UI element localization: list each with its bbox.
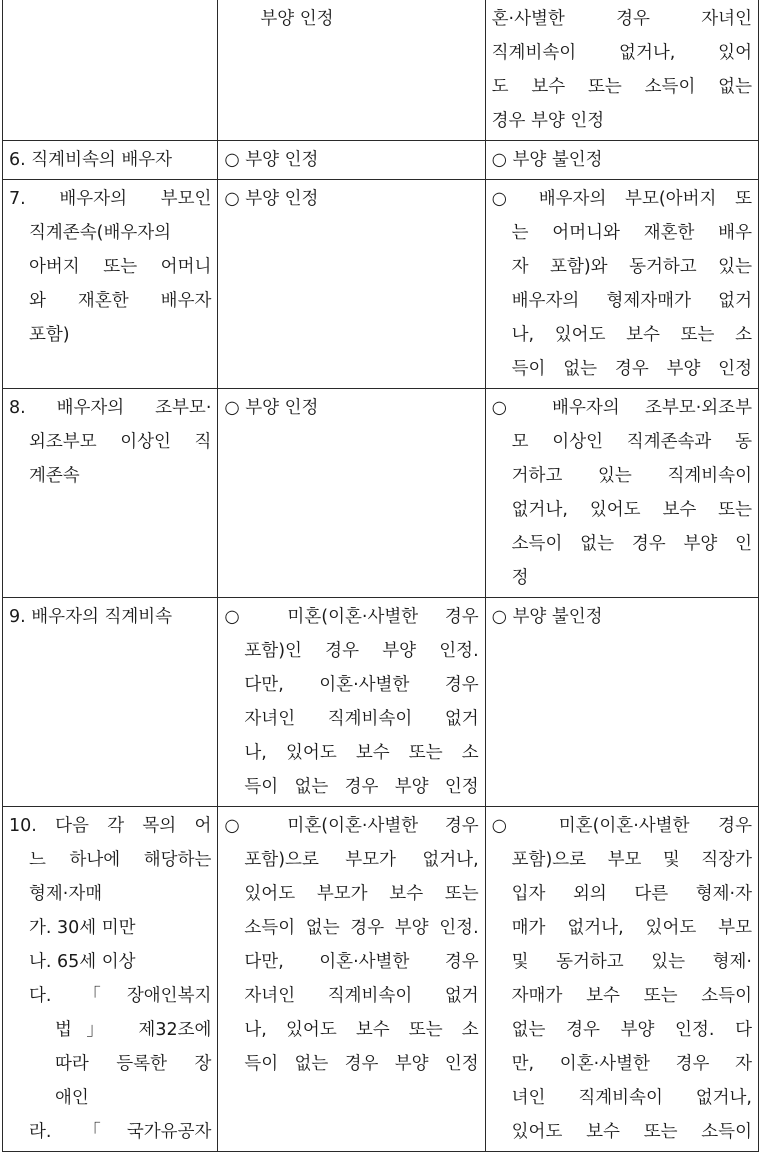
cell-line: 자녀인 직계비속이 없거 <box>244 709 479 729</box>
cell-line: 포함)으로 부모가 없거나, <box>244 850 479 870</box>
cell-line: 득이 없는 경우 부양 인정 <box>511 359 752 379</box>
cell-line: 직계존속(배우자의 <box>29 223 172 243</box>
cell-line: 포함) <box>29 325 70 345</box>
cell-line: 나, 있어도 보수 또는 소 <box>244 1020 479 1040</box>
cell-line: ○ 미혼(이혼·사별한 경우 <box>224 816 479 836</box>
cell-line: 라. 「국가유공자 <box>29 1122 212 1142</box>
cell-line: ○ 부양 인정 <box>224 150 319 170</box>
cell-line: 배우자의 형제자매가 없거 <box>511 291 752 311</box>
criteria-a-cell <box>218 141 485 180</box>
cell-line: 다만, 이혼·사별한 경우 <box>244 952 479 972</box>
cell-line: 는 어머니와 재혼한 배우 <box>511 223 752 243</box>
cell-line: 애인 <box>55 1088 89 1108</box>
cell-line: 없거나, 있어도 보수 또는 <box>511 500 752 520</box>
category-cell <box>3 389 218 598</box>
cell-line: 9. 배우자의 직계비속 <box>9 607 173 627</box>
cell-line: ○ 미혼(이혼·사별한 경우 <box>491 816 752 836</box>
cell-line: 나, 있어도 보수 또는 소 <box>511 325 752 345</box>
cell-line: 없는 경우 부양 인정. 다 <box>511 1020 752 1040</box>
category-cell <box>3 141 218 180</box>
cell-line: 나. 65세 이상 <box>29 952 136 972</box>
cell-line: 법」 제32조에 <box>55 1020 212 1040</box>
cell-line: 아버지 또는 어머니 <box>29 257 212 277</box>
cell-line: 7. 배우자의 부모인 <box>9 189 212 209</box>
cell-line: 만, 이혼·사별한 경우 자 <box>511 1054 752 1074</box>
criteria-a-cell <box>218 807 485 1152</box>
cell-line: 느 하나에 해당하는 <box>29 850 212 870</box>
category-cell <box>3 807 218 1152</box>
table-row <box>3 141 759 180</box>
cell-line: 모 이상인 직계존속과 동 <box>511 432 752 452</box>
cell-line: 있어도 보수 또는 소득이 <box>511 1122 752 1142</box>
criteria-a-cell <box>218 389 485 598</box>
cell-line: 혼·사별한 경우 자녀인 <box>491 9 752 29</box>
cell-line: 직계비속이 없거나, 있어 <box>491 43 752 63</box>
table-row <box>3 180 759 389</box>
cell-line: ○ 배우자의 조부모·외조부 <box>491 398 752 418</box>
cell-line: ○ 부양 인정 <box>224 398 319 418</box>
cell-line: 와 재혼한 배우자 <box>29 291 212 311</box>
cell-line: 득이 없는 경우 부양 인정 <box>244 1054 479 1074</box>
cell-line: ○ 미혼(이혼·사별한 경우 <box>224 607 479 627</box>
cell-line: 경우 부양 인정 <box>491 111 605 131</box>
criteria-b-cell <box>485 180 758 389</box>
cell-line: 있어도 부모가 보수 또는 <box>244 884 479 904</box>
criteria-a-cell <box>218 0 485 141</box>
category-cell <box>3 598 218 807</box>
cell-line: ○ 부양 인정 <box>224 189 319 209</box>
cell-line: 6. 직계비속의 배우자 <box>9 150 173 170</box>
table-row <box>3 598 759 807</box>
cell-line: ○ 부양 불인정 <box>491 150 603 170</box>
cell-line: 나, 있어도 보수 또는 소 <box>244 743 479 763</box>
category-cell <box>3 180 218 389</box>
criteria-b-cell <box>485 389 758 598</box>
cell-line: 가. 30세 미만 <box>29 918 136 938</box>
cell-line: 소득이 없는 경우 부양 인 <box>511 534 752 554</box>
cell-line: 포함)인 경우 부양 인정. <box>244 641 479 661</box>
cell-line: 소득이 없는 경우 부양 인정. <box>244 918 479 938</box>
cell-line: 도 보수 또는 소득이 없는 <box>491 77 752 97</box>
cell-line: 10. 다음 각 목의 어 <box>9 816 212 836</box>
cell-line: 계존속 <box>29 466 80 486</box>
criteria-b-cell <box>485 807 758 1152</box>
cell-line: 따라 등록한 장 <box>55 1054 212 1074</box>
criteria-a-cell <box>218 598 485 807</box>
criteria-b-cell <box>485 141 758 180</box>
cell-line: 포함)으로 부모 및 직장가 <box>511 850 752 870</box>
cell-line: ○ 배우자의 부모(아버지 또 <box>491 189 752 209</box>
cell-line: 입자 외의 다른 형제·자 <box>511 884 752 904</box>
criteria-b-cell <box>485 598 758 807</box>
cell-line: 형제·자매 <box>29 884 103 904</box>
table-row <box>3 389 759 598</box>
cell-line: 부양 인정 <box>260 9 334 29</box>
category-cell <box>3 0 218 141</box>
cell-line: 녀인 직계비속이 없거나, <box>511 1088 752 1108</box>
cell-line: 자 포함)와 동거하고 있는 <box>511 257 752 277</box>
cell-line: 다. 「장애인복지 <box>29 986 212 1006</box>
cell-line: 득이 없는 경우 부양 인정 <box>244 777 479 797</box>
cell-line: 다만, 이혼·사별한 경우 <box>244 675 479 695</box>
cell-line: 거하고 있는 직계비속이 <box>511 466 752 486</box>
criteria-a-cell <box>218 180 485 389</box>
table-row <box>3 807 759 1152</box>
cell-line: ○ 부양 불인정 <box>491 607 603 627</box>
cell-line: 및 동거하고 있는 형제· <box>511 952 752 972</box>
cell-line: 정 <box>511 568 529 588</box>
table-row <box>3 0 759 141</box>
cell-line: 자매가 보수 또는 소득이 <box>511 986 752 1006</box>
cell-line: 8. 배우자의 조부모· <box>9 398 212 418</box>
cell-line: 외조부모 이상인 직 <box>29 432 212 452</box>
criteria-b-cell <box>485 0 758 141</box>
cell-line: 자녀인 직계비속이 없거 <box>244 986 479 1006</box>
dependent-recognition-table <box>2 0 759 1152</box>
cell-line: 매가 없거나, 있어도 부모 <box>511 918 752 938</box>
